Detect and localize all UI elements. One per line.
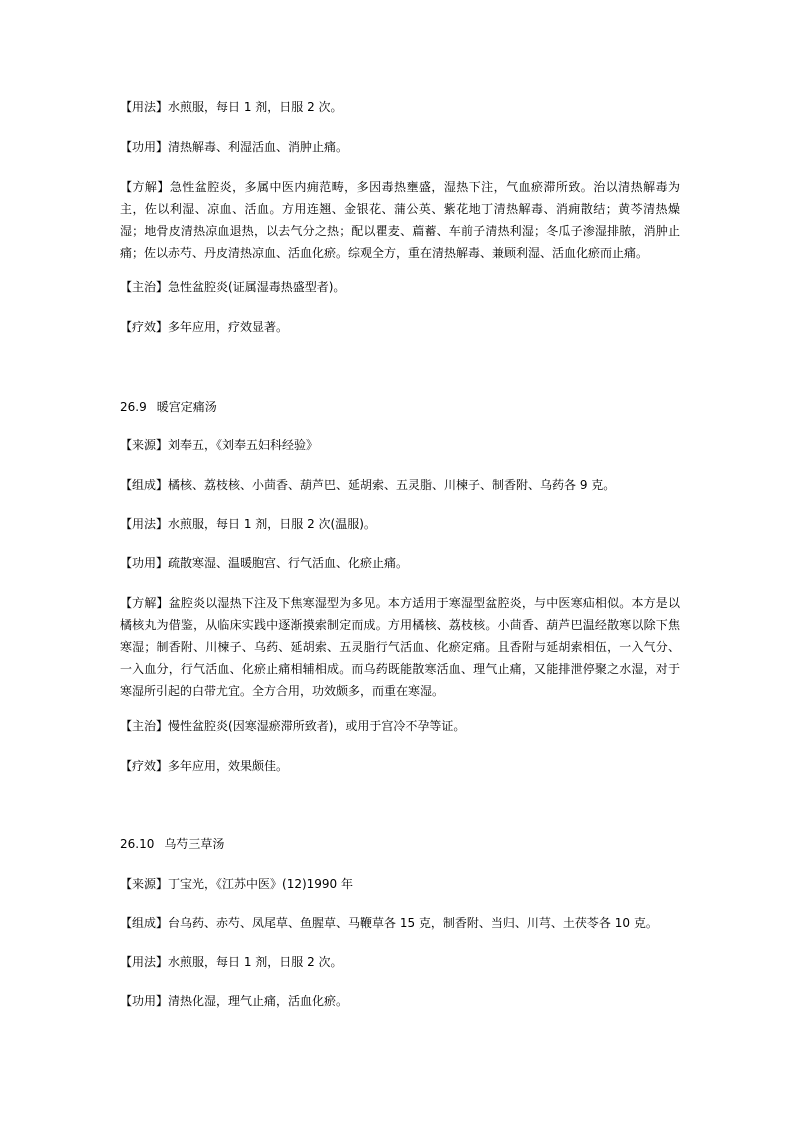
usage-text: 水煎服，每日 1 剂，日服 2 次。: [168, 955, 343, 969]
section-heading-26-10: [120, 833, 224, 855]
source-label: 【来源】: [120, 877, 169, 891]
effect-label: 【功用】: [120, 994, 169, 1008]
s2610-effect-paragraph: [120, 990, 680, 1012]
usage-label: 【用法】: [120, 517, 169, 531]
analysis-label: 【方解】: [120, 180, 170, 194]
s269-indication-paragraph: [120, 715, 680, 737]
usage-text: 水煎服，每日 1 剂，日服 2 次。: [168, 100, 343, 114]
s269-usage-paragraph: [120, 513, 680, 535]
analysis-label: 【方解】: [120, 596, 169, 610]
s2610-composition-paragraph: [120, 912, 680, 934]
section-number: 26.10: [120, 837, 155, 851]
analysis-text: 盆腔炎以湿热下注及下焦寒湿型为多见。本方适用于寒湿型盆腔炎，与中医寒疝相似。本方是以橘核丸为借鉴，从临床实践中逐渐摸索制定而成。方用橘核、荔枝核。小茴香、葫芦巴温经散寒以除下焦寒湿；制香附、川楝子、乌药、延胡索、五灵脂行气活血、化瘀定痛。且香附与延胡索相伍，一入气分、一入血分，行气活血、化瘀止痛相辅相成。而乌药既能散寒活血、理气止痛，又能排泄停聚之水湿，对于寒湿所引起的白带尤宜。全方合用，功效颇多，而重在寒湿。: [120, 596, 680, 698]
analysis-text: 急性盆腔炎，多属中医内痈范畴，多因毒热壅盛，湿热下注，气血瘀滞所致。治以清热解毒为主，佐以利湿、凉血、活血。方用连翘、金银花、蒲公英、紫花地丁清热解毒、消痈散结；黄芩清热燥湿；地骨皮清热凉血退热，以去气分之热；配以瞿麦、萹蓄、车前子清热利湿；冬瓜子渗湿排脓，消肿止痛；佐以赤芍、丹皮清热凉血、活血化瘀。综观全方，重在清热解毒、兼顾利湿、活血化瘀而止痛。: [120, 180, 680, 260]
s2610-usage-paragraph: [120, 951, 680, 973]
s269-composition-paragraph: [120, 474, 680, 496]
indication-label: 【主治】: [120, 280, 169, 294]
prev-effect-paragraph: [120, 136, 680, 158]
efficacy-label: 【疗效】: [120, 759, 169, 773]
source-label: 【来源】: [120, 438, 169, 452]
indication-label: 【主治】: [120, 719, 169, 733]
efficacy-text: 多年应用，疗效显著。: [168, 320, 289, 334]
prev-efficacy-paragraph: [120, 316, 680, 338]
s269-effect-paragraph: [120, 552, 680, 574]
s269-analysis-paragraph: [120, 592, 680, 702]
effect-text: 清热化湿，理气止痛，活血化瘀。: [168, 994, 349, 1008]
effect-text: 疏散寒湿、温暖胞宫、行气活血、化瘀止痛。: [168, 556, 409, 570]
effect-label: 【功用】: [120, 140, 169, 154]
indication-text: 急性盆腔炎(证属湿毒热盛型者)。: [168, 280, 346, 294]
composition-label: 【组成】: [120, 916, 169, 930]
section-title: 暖宫定痛汤: [156, 400, 217, 414]
prev-usage-paragraph: [120, 96, 680, 118]
composition-text: 台乌药、赤芍、凤尾草、鱼腥草、马鞭草各 15 克，制香附、当归、川芎、土茯苓各 10 克。: [168, 916, 658, 930]
s269-source-paragraph: [120, 434, 680, 456]
section-title: 乌芍三草汤: [164, 837, 225, 851]
effect-label: 【功用】: [120, 556, 169, 570]
prev-analysis-paragraph: [120, 176, 680, 264]
usage-label: 【用法】: [120, 100, 169, 114]
prev-indication-paragraph: [120, 276, 680, 298]
usage-text: 水煎服，每日 1 剂，日服 2 次(温服)。: [168, 517, 376, 531]
section-number: 26.9: [120, 400, 147, 414]
s269-efficacy-paragraph: [120, 755, 680, 777]
source-text: 丁宝光，《江苏中医》(12)1990 年: [168, 877, 354, 891]
effect-text: 清热解毒、利湿活血、消肿止痛。: [168, 140, 349, 154]
composition-text: 橘核、荔枝核、小茴香、葫芦巴、延胡索、五灵脂、川楝子、制香附、乌药各 9 克。: [168, 478, 616, 492]
indication-text: 慢性盆腔炎(因寒湿瘀滞所致者)，或用于宫冷不孕等证。: [168, 719, 466, 733]
source-text: 刘奉五，《刘奉五妇科经验》: [168, 438, 319, 452]
efficacy-label: 【疗效】: [120, 320, 169, 334]
efficacy-text: 多年应用，效果颇佳。: [168, 759, 289, 773]
section-heading-26-9: [120, 396, 217, 418]
composition-label: 【组成】: [120, 478, 169, 492]
usage-label: 【用法】: [120, 955, 169, 969]
s2610-source-paragraph: [120, 873, 680, 895]
